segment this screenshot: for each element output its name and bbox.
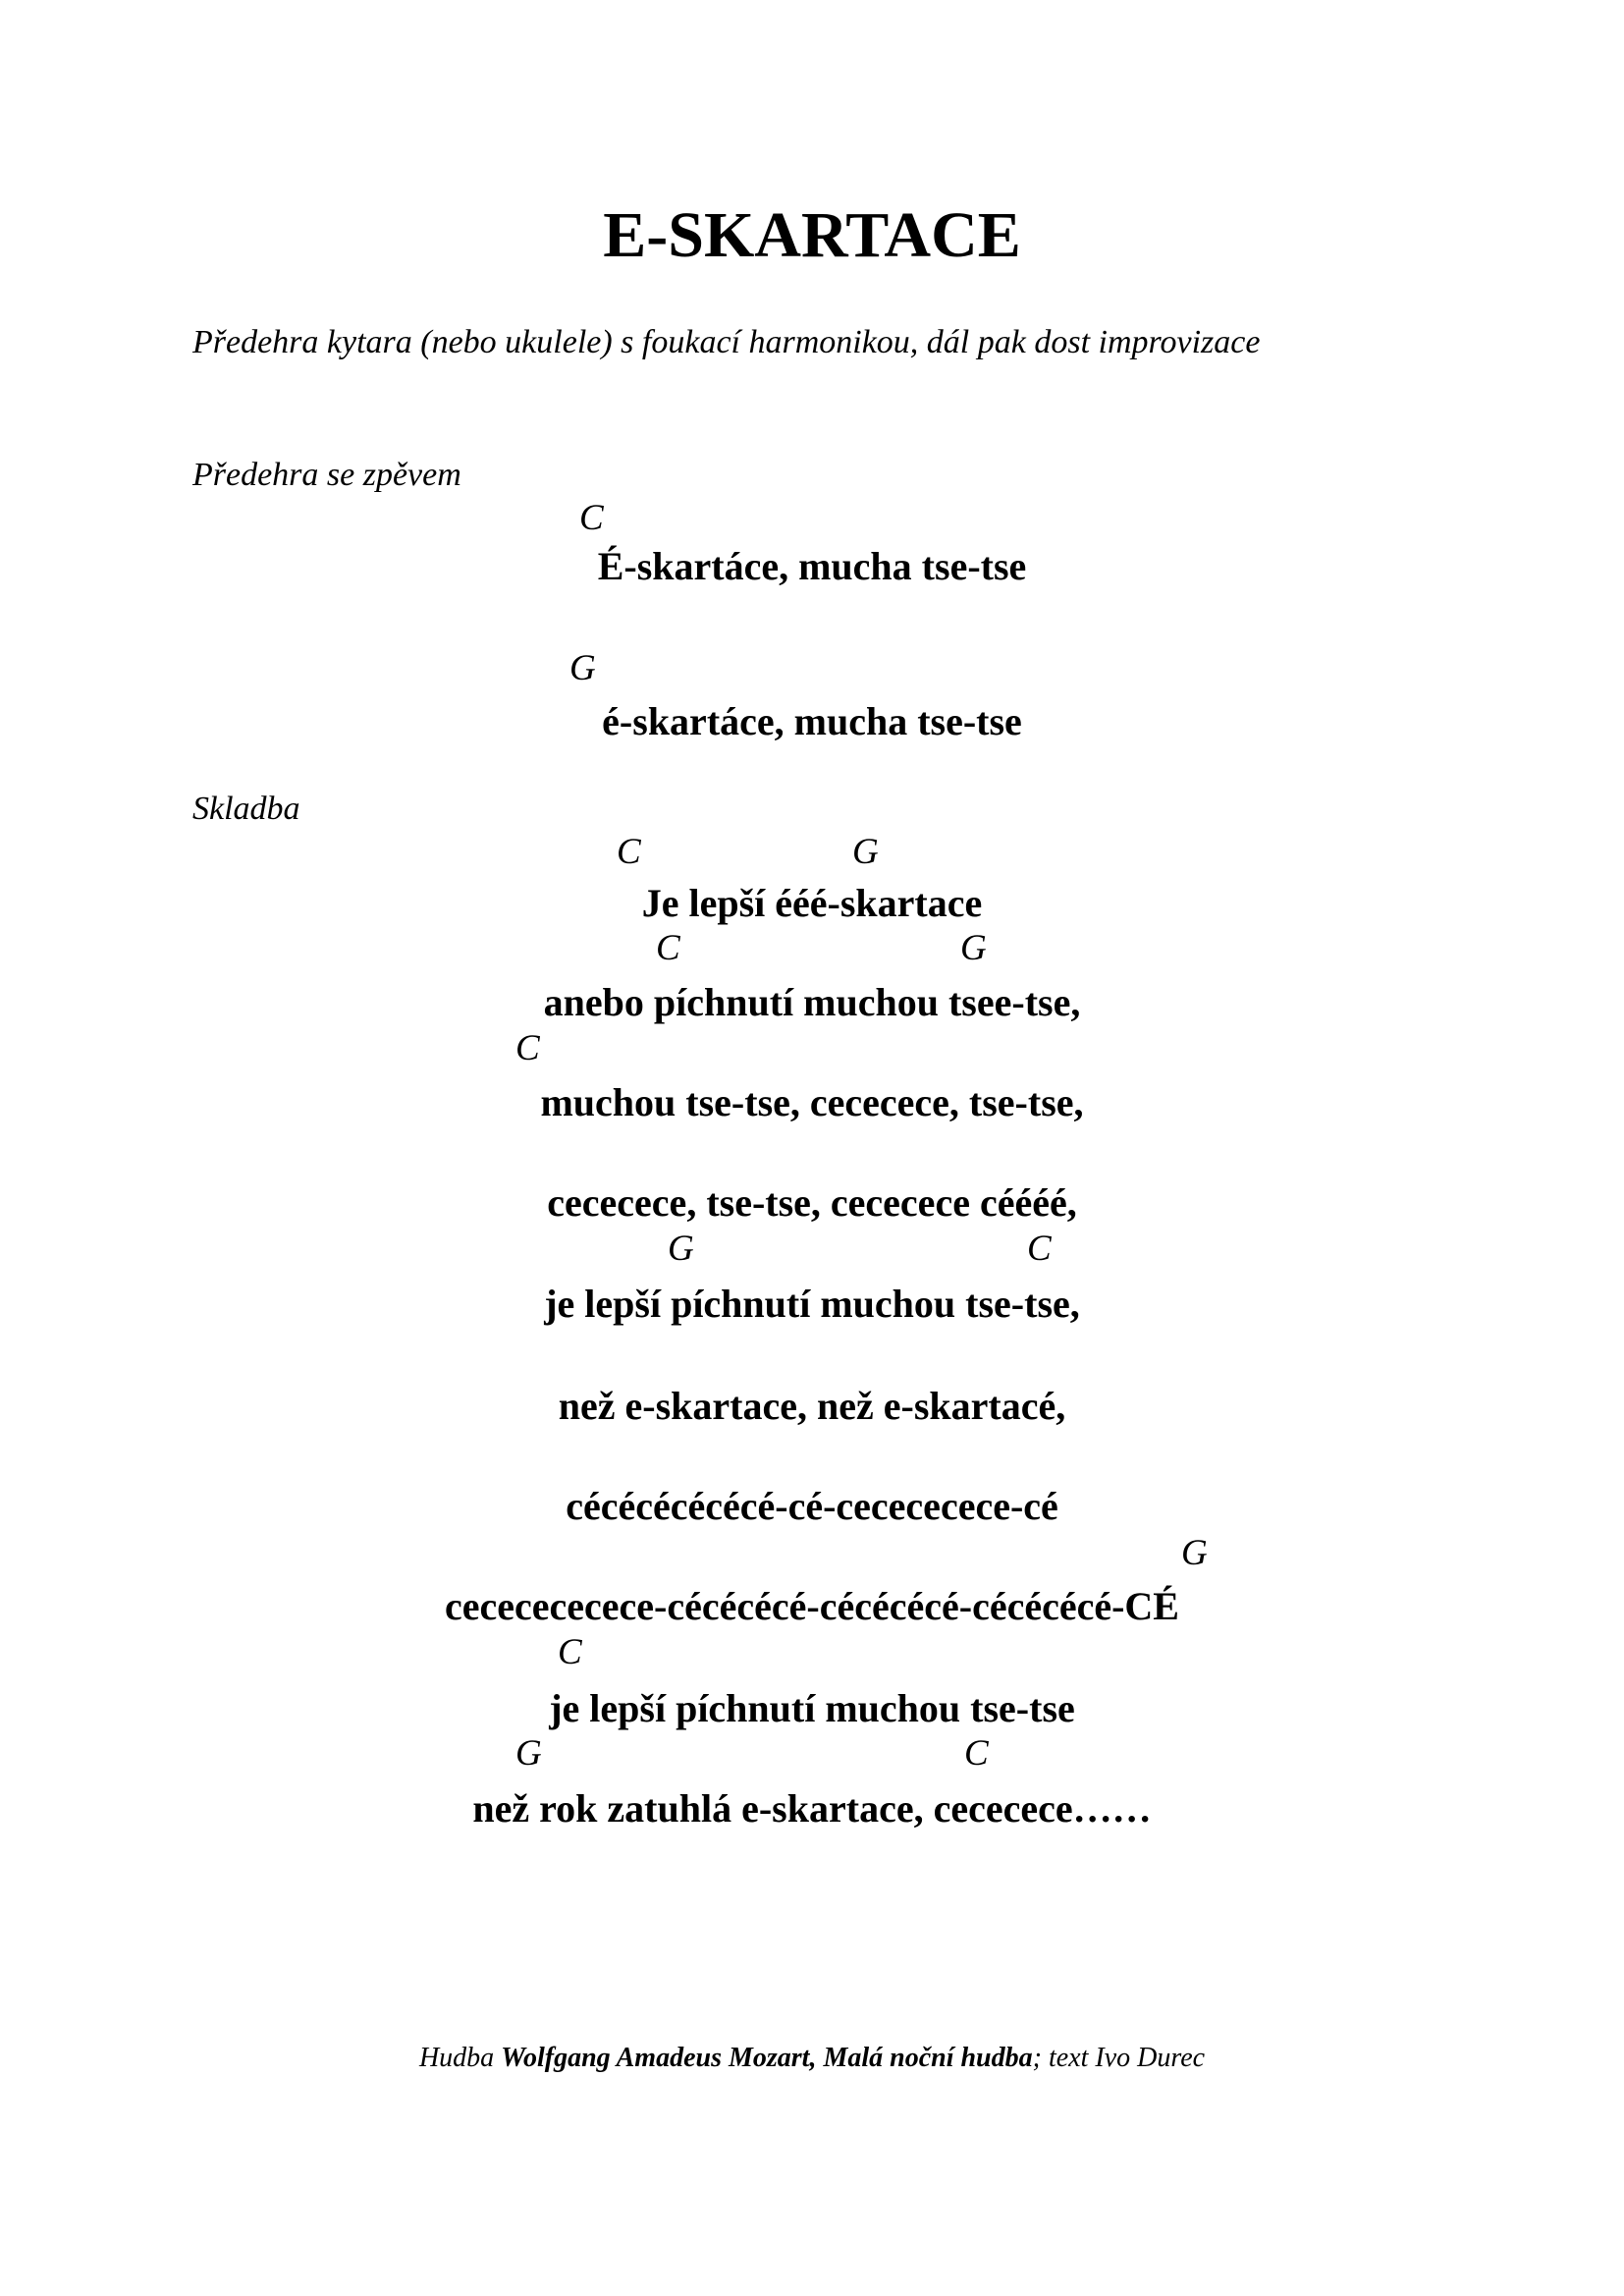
lyric-line: anebo píchnutí muchou tsee-tse, bbox=[543, 980, 1081, 1024]
lyric-line: než e-skartace, než e-skartacé, bbox=[558, 1384, 1066, 1428]
chord: G bbox=[515, 1733, 542, 1774]
lyric-line: cécécécécécé-cé-cecececece-cé bbox=[566, 1484, 1058, 1528]
chord: G bbox=[960, 928, 987, 968]
lyric-line: než rok zatuhlá e-skartace, cececece…… bbox=[472, 1786, 1152, 1831]
section-label-song: Skladba bbox=[192, 791, 300, 827]
chord: C bbox=[515, 1028, 540, 1068]
credit-line bbox=[0, 2039, 1624, 2078]
chord: C bbox=[558, 1632, 582, 1672]
lyric-line: muchou tse-tse, cececece, tse-tse, bbox=[540, 1080, 1084, 1124]
song-title: E-SKARTACE bbox=[603, 199, 1021, 271]
chord: C bbox=[617, 832, 641, 872]
chord: G bbox=[668, 1229, 694, 1269]
credit-suffix: ; text Ivo Durec bbox=[1032, 2043, 1206, 2073]
chord: G bbox=[852, 832, 879, 872]
lyric-line: Je lepší ééé-skartace bbox=[641, 881, 983, 925]
lyric-line: É-skartáce, mucha tse-tse bbox=[597, 544, 1027, 588]
chord: C bbox=[579, 498, 604, 538]
credit-composer: Wolfgang Amadeus Mozart, Malá noční hudba bbox=[501, 2043, 1033, 2073]
lyric-line: je lepší píchnutí muchou tse-tse, bbox=[544, 1282, 1080, 1326]
chord: C bbox=[1027, 1229, 1052, 1269]
chord: G bbox=[569, 648, 596, 688]
chord: C bbox=[656, 928, 680, 968]
chord: G bbox=[1181, 1533, 1208, 1573]
performance-note: Předehra kytara (nebo ukulele) s foukací harmonikou, dál pak dost improvizace bbox=[192, 324, 1261, 360]
section-label-intro: Předehra se zpěvem bbox=[192, 457, 461, 493]
lyric-line: je lepší píchnutí muchou tse-tse bbox=[549, 1686, 1075, 1730]
lyric-line: cececece, tse-tse, cececece céééé, bbox=[547, 1180, 1077, 1225]
lyric-line: é-skartáce, mucha tse-tse bbox=[602, 699, 1022, 743]
lyric-line: cececececece-cécécécé-cécécécé-cécécécé-CÉ bbox=[445, 1584, 1179, 1628]
credit-prefix: Hudba bbox=[418, 2043, 502, 2073]
chord: C bbox=[964, 1733, 989, 1774]
